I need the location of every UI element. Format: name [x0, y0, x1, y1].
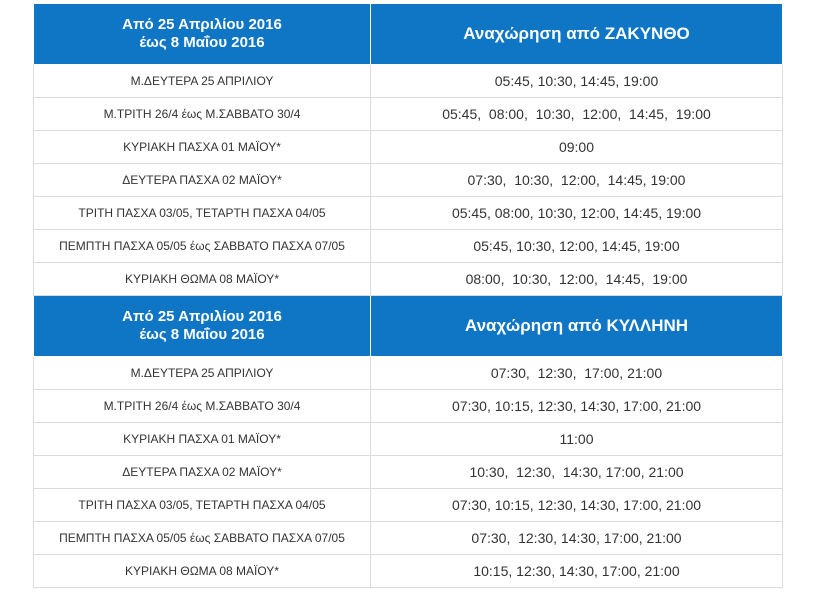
- times-cell: 11:00: [371, 423, 783, 456]
- times-cell: 07:30, 12:30, 14:30, 17:00, 21:00: [371, 522, 783, 555]
- schedule-table: [33, 3, 783, 588]
- day-cell: Μ.ΔΕΥΤΕΡΑ 25 ΑΠΡΙΛΙΟΥ: [34, 65, 371, 98]
- times-cell: 09:00: [371, 131, 783, 164]
- period-line-2: έως 8 Μαΐου 2016: [139, 326, 265, 343]
- table-row: [34, 164, 783, 197]
- departure-header: Αναχώρηση από ΚΥΛΛΗΝΗ: [371, 296, 783, 357]
- table-row: [34, 423, 783, 456]
- table-row: [34, 197, 783, 230]
- period-header: [34, 4, 371, 65]
- day-cell: Μ.ΤΡΙΤΗ 26/4 έως Μ.ΣΑΒΒΑΤΟ 30/4: [34, 98, 371, 131]
- ferry-schedule: [33, 3, 782, 588]
- table-row: [34, 489, 783, 522]
- table-row: [34, 456, 783, 489]
- times-cell: 10:30, 12:30, 14:30, 17:00, 21:00: [371, 456, 783, 489]
- times-cell: 05:45, 10:30, 12:00, 14:45, 19:00: [371, 230, 783, 263]
- section-header-kyllini: [34, 296, 783, 357]
- table-row: [34, 230, 783, 263]
- day-cell: ΚΥΡΙΑΚΗ ΠΑΣΧΑ 01 ΜΑΪΟΥ*: [34, 423, 371, 456]
- times-cell: 07:30, 10:15, 12:30, 14:30, 17:00, 21:00: [371, 489, 783, 522]
- day-cell: ΚΥΡΙΑΚΗ ΠΑΣΧΑ 01 ΜΑΪΟΥ*: [34, 131, 371, 164]
- day-cell: ΠΕΜΠΤΗ ΠΑΣΧΑ 05/05 έως ΣΑΒΒΑΤΟ ΠΑΣΧΑ 07/05: [34, 230, 371, 263]
- period-line-2: έως 8 Μαΐου 2016: [139, 34, 265, 51]
- times-cell: 07:30, 10:15, 12:30, 14:30, 17:00, 21:00: [371, 390, 783, 423]
- table-row: [34, 263, 783, 296]
- day-cell: ΠΕΜΠΤΗ ΠΑΣΧΑ 05/05 έως ΣΑΒΒΑΤΟ ΠΑΣΧΑ 07/05: [34, 522, 371, 555]
- day-cell: ΚΥΡΙΑΚΗ ΘΩΜΑ 08 ΜΑΪΟΥ*: [34, 263, 371, 296]
- table-row: [34, 390, 783, 423]
- times-cell: 05:45, 08:00, 10:30, 12:00, 14:45, 19:00: [371, 197, 783, 230]
- times-cell: 05:45, 10:30, 14:45, 19:00: [371, 65, 783, 98]
- day-cell: Μ.ΔΕΥΤΕΡΑ 25 ΑΠΡΙΛΙΟΥ: [34, 357, 371, 390]
- day-cell: ΤΡΙΤΗ ΠΑΣΧΑ 03/05, ΤΕΤΑΡΤΗ ΠΑΣΧΑ 04/05: [34, 197, 371, 230]
- times-cell: 05:45, 08:00, 10:30, 12:00, 14:45, 19:00: [371, 98, 783, 131]
- table-row: [34, 357, 783, 390]
- departure-header: Αναχώρηση από ΖΑΚΥΝΘΟ: [371, 4, 783, 65]
- day-cell: ΔΕΥΤΕΡΑ ΠΑΣΧΑ 02 ΜΑΪΟΥ*: [34, 456, 371, 489]
- period-line-1: Από 25 Απριλίου 2016: [122, 16, 282, 33]
- times-cell: 07:30, 12:30, 17:00, 21:00: [371, 357, 783, 390]
- times-cell: 10:15, 12:30, 14:30, 17:00, 21:00: [371, 555, 783, 588]
- table-row: [34, 98, 783, 131]
- table-row: [34, 555, 783, 588]
- table-row: [34, 131, 783, 164]
- day-cell: ΔΕΥΤΕΡΑ ΠΑΣΧΑ 02 ΜΑΪΟΥ*: [34, 164, 371, 197]
- day-cell: ΚΥΡΙΑΚΗ ΘΩΜΑ 08 ΜΑΪΟΥ*: [34, 555, 371, 588]
- section-header-zakynthos: [34, 4, 783, 65]
- period-header: [34, 296, 371, 357]
- table-row: [34, 65, 783, 98]
- times-cell: 07:30, 10:30, 12:00, 14:45, 19:00: [371, 164, 783, 197]
- times-cell: 08:00, 10:30, 12:00, 14:45, 19:00: [371, 263, 783, 296]
- table-row: [34, 522, 783, 555]
- period-line-1: Από 25 Απριλίου 2016: [122, 308, 282, 325]
- day-cell: Μ.ΤΡΙΤΗ 26/4 έως Μ.ΣΑΒΒΑΤΟ 30/4: [34, 390, 371, 423]
- day-cell: ΤΡΙΤΗ ΠΑΣΧΑ 03/05, ΤΕΤΑΡΤΗ ΠΑΣΧΑ 04/05: [34, 489, 371, 522]
